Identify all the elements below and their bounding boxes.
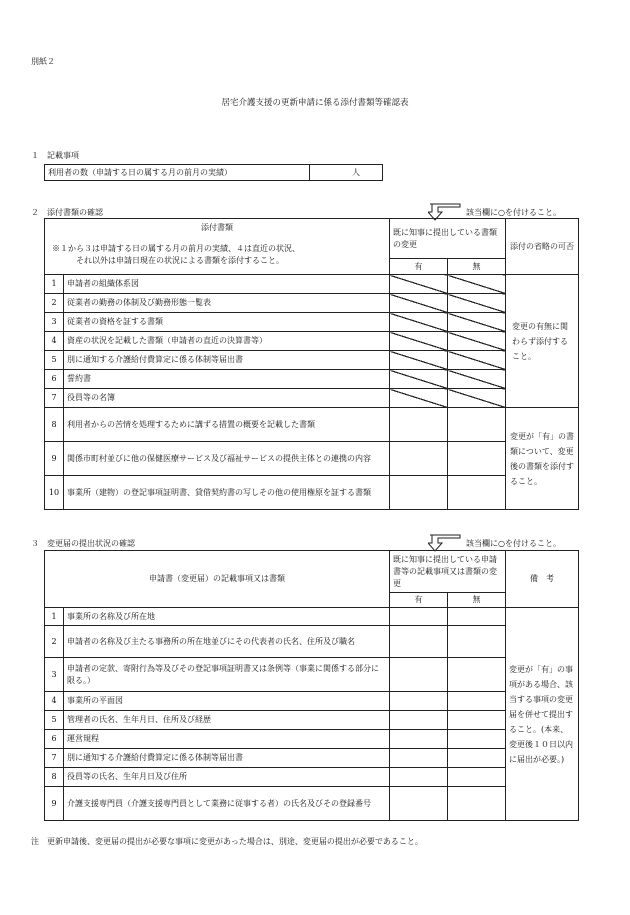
yes-checkbox-cell[interactable] <box>390 768 448 787</box>
slashed-cell <box>448 275 506 294</box>
slashed-cell <box>448 370 506 389</box>
page-title: 居宅介護支援の更新申請に係る添付書類等確認表 <box>221 98 409 108</box>
section-3-heading: ３ 変更届の提出状況の確認 <box>31 539 135 548</box>
row-text: 誓約書 <box>64 370 390 389</box>
s3-col-doc: 申請書（変更届）の記載事項又は書類 <box>45 551 390 608</box>
slashed-cell <box>390 332 448 351</box>
row-text: 事業所の名称及び所在地 <box>64 608 390 626</box>
s2-note: 該当欄に○を付けること。 <box>466 208 561 217</box>
no-checkbox-cell[interactable] <box>448 658 506 692</box>
row-number: 3 <box>45 658 64 692</box>
row-number: 8 <box>45 768 64 787</box>
row-text: 別に通知する介護給付費算定に係る体制等届出書 <box>64 749 390 768</box>
row-text: 従業者の勤務の体制及び勤務形態一覧表 <box>64 294 390 313</box>
s3-col-submitted: 既に知事に提出している申請書等の記載事項又は書類の変更 <box>390 551 506 593</box>
yes-checkbox-cell[interactable] <box>390 626 448 658</box>
row-number: 2 <box>45 294 64 313</box>
row-number: 9 <box>45 442 64 476</box>
no-checkbox-cell[interactable] <box>448 749 506 768</box>
row-text: 事業所の平面図 <box>64 692 390 711</box>
yes-checkbox-cell[interactable] <box>390 711 448 730</box>
row-text: 従業者の資格を証する書類 <box>64 313 390 332</box>
s2-omit-a: 変更の有無に関わらず添付すること。 <box>506 275 579 408</box>
s2-col-omit: 添付の省略の可否 <box>506 219 579 275</box>
s2-col-doc: 添付書類 <box>201 223 233 232</box>
s2-col-no: 無 <box>448 259 506 275</box>
slashed-cell <box>390 389 448 408</box>
no-checkbox-cell[interactable] <box>448 768 506 787</box>
row-text: 介護支援専門員（介護支援専門員として業務に従事する者）の氏名及びその登録番号 <box>64 787 390 821</box>
s3-col-yes: 有 <box>390 593 448 608</box>
no-checkbox-cell[interactable] <box>448 787 506 821</box>
no-checkbox-cell[interactable] <box>448 626 506 658</box>
yes-checkbox-cell[interactable] <box>390 692 448 711</box>
s1-label: 利用者の数（申請する日の属する月の前月の実績） <box>45 165 310 181</box>
slashed-cell <box>390 294 448 313</box>
no-checkbox-cell[interactable] <box>448 692 506 711</box>
yes-checkbox-cell[interactable] <box>390 608 448 626</box>
row-text: 申請者の定款、寄附行為等及びその登記事項証明書又は条例等（事業に関係する部分に限る。） <box>64 658 390 692</box>
no-checkbox-cell[interactable] <box>448 442 506 476</box>
attachment-number: 別紙２ <box>31 57 55 66</box>
row-text: 関係市町村並びに他の保健医療サービス及び福祉サービスの提供主体との連携の内容 <box>64 442 390 476</box>
s2-col-yes: 有 <box>390 259 448 275</box>
row-number: 5 <box>45 351 64 370</box>
row-text: 役員等の名簿 <box>64 389 390 408</box>
slashed-cell <box>390 351 448 370</box>
s3-note: 該当欄に○を付けること。 <box>466 539 561 548</box>
s2-header-doc <box>45 219 390 275</box>
slashed-cell <box>390 313 448 332</box>
row-text: 役員等の氏名、生年月日及び住所 <box>64 768 390 787</box>
row-text: 資産の状況を記載した書類（申請者の直近の決算書等） <box>64 332 390 351</box>
row-text: 申請者の組織体系図 <box>64 275 390 294</box>
no-checkbox-cell[interactable] <box>448 608 506 626</box>
row-number: 4 <box>45 332 64 351</box>
no-checkbox-cell[interactable] <box>448 730 506 749</box>
row-number: 7 <box>45 749 64 768</box>
row-number: 1 <box>45 608 64 626</box>
s2-omit-b: 変更が「有」の書類について、変更後の書類を添付すること。 <box>506 408 579 510</box>
s2-table <box>44 218 579 510</box>
row-number: 6 <box>45 730 64 749</box>
yes-checkbox-cell[interactable] <box>390 787 448 821</box>
slashed-cell <box>448 294 506 313</box>
s2-col-doc-note2: それ以外は申請日現在の状況による書類を添付すること。 <box>76 256 284 265</box>
yes-checkbox-cell[interactable] <box>390 476 448 510</box>
row-text: 運営規程 <box>64 730 390 749</box>
yes-checkbox-cell[interactable] <box>390 730 448 749</box>
section-2-heading: ２ 添付書類の確認 <box>31 208 103 217</box>
yes-checkbox-cell[interactable] <box>390 658 448 692</box>
s3-col-no: 無 <box>448 593 506 608</box>
slashed-cell <box>390 275 448 294</box>
slashed-cell <box>448 351 506 370</box>
yes-checkbox-cell[interactable] <box>390 442 448 476</box>
no-checkbox-cell[interactable] <box>448 476 506 510</box>
s3-table <box>44 550 579 821</box>
row-text: 申請者の名称及び主たる事務所の所在地並びにその代表者の氏名、住所及び職名 <box>64 626 390 658</box>
row-text: 事業所（建物）の登記事項証明書、貸借契約書の写しその他の使用権原を証する書類 <box>64 476 390 510</box>
s2-col-submitted: 既に知事に提出している書類の変更 <box>390 219 506 259</box>
s1-table <box>44 164 383 181</box>
no-checkbox-cell[interactable] <box>448 408 506 442</box>
row-number: 2 <box>45 626 64 658</box>
row-number: 10 <box>45 476 64 510</box>
slashed-cell <box>390 370 448 389</box>
row-number: 8 <box>45 408 64 442</box>
slashed-cell <box>448 332 506 351</box>
slashed-cell <box>448 389 506 408</box>
s3-col-remarks: 備 考 <box>506 551 579 608</box>
s1-unit: 人 <box>352 167 360 177</box>
footnote: 注 更新申請後、変更届の提出が必要な事項に変更があった場合は、別途、変更届の提出が必要であること。 <box>31 837 423 846</box>
row-number: 7 <box>45 389 64 408</box>
yes-checkbox-cell[interactable] <box>390 749 448 768</box>
row-number: 1 <box>45 275 64 294</box>
row-number: 4 <box>45 692 64 711</box>
slashed-cell <box>448 313 506 332</box>
row-text: 利用者からの苦情を処理するために講ずる措置の概要を記載した書類 <box>64 408 390 442</box>
row-number: 5 <box>45 711 64 730</box>
row-number: 9 <box>45 787 64 821</box>
s3-remarks: 変更が「有」の事項がある場合、該当する事項の変更届を併せて提出すること。(本来、 変更後１０日以内に届出が必要。) <box>506 608 579 821</box>
row-number: 6 <box>45 370 64 389</box>
yes-checkbox-cell[interactable] <box>390 408 448 442</box>
row-text: 別に通知する介護給付費算定に係る体制等届出書 <box>64 351 390 370</box>
row-text: 管理者の氏名、生年月日、住所及び経歴 <box>64 711 390 730</box>
section-1-heading: １ 記載事項 <box>31 151 79 160</box>
row-number: 3 <box>45 313 64 332</box>
s1-count-field[interactable] <box>310 165 383 181</box>
no-checkbox-cell[interactable] <box>448 711 506 730</box>
s2-col-doc-note1: ※１から３は申請する日の属する月の前月の実績、４は直近の状況、 <box>52 244 300 253</box>
